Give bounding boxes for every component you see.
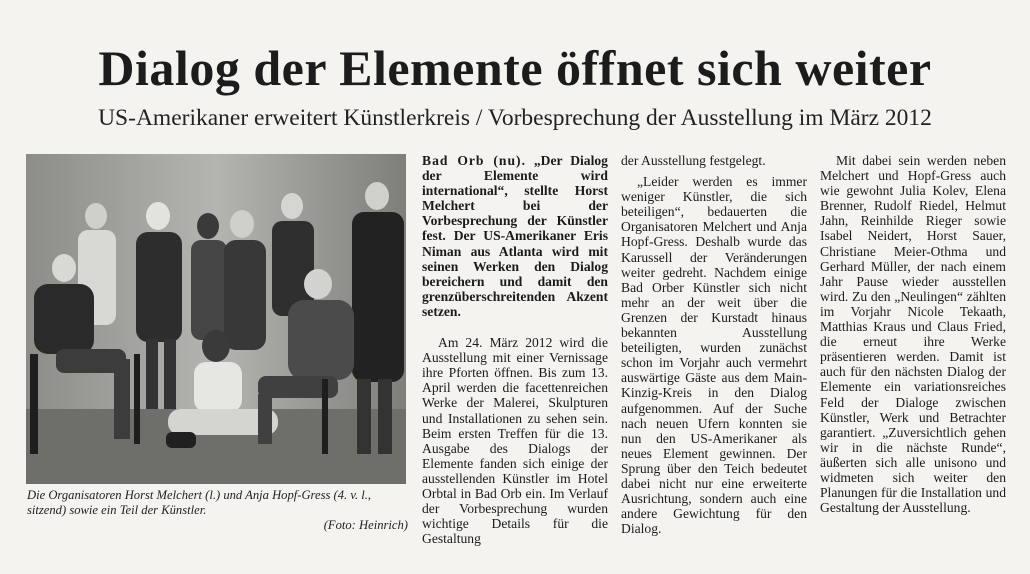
headline: Dialog der Elemente öffnet sich weiter [98,40,932,96]
article-paragraph: der Ausstellung festgelegt. [621,153,766,168]
article-dateline: Bad Orb (nu). [422,153,526,168]
article-lead-text: „Der Dialog der Elemente wird international“, stellte Horst Melchert bei der Vorbesprechung der Künstler fest. Der US-Amerikaner Eris Niman aus Atlanta wird mit seinen Werken den Dialog bereichern und damit den grenzüberschreitenden Akzent setzen. [422,153,608,319]
article-column-2 [621,153,807,537]
article-column-1 [422,153,608,547]
article-lead [422,153,608,319]
photo-credit: (Foto: Heinrich) [323,518,408,532]
article-paragraph: Am 24. März 2012 wird die Ausstellung mit einer Vernissage ihre Pforten öffnen. Bis zum 13. April werden die facettenreichen Werke der Malerei, Skulpturen und Installationen zu sehen sein. Beim ersten Treffen für die 13. Ausgabe des Dialogs der Elemente fanden sich einige der ausstellenden Künstler im Hotel Orbtal in Bad Orb ein. Im Verlauf der Vorbesprechung wurden wichtige Details für die Gestaltung [422,335,608,547]
photo-caption [27,488,408,533]
subheadline: US-Amerikaner erweitert Künstlerkreis / Vorbesprechung der Ausstellung im März 2012 [98,105,932,131]
article-paragraph: „Leider werden es immer weniger Künstler, die sich beteiligen“, bedauerten die Organisatoren Melchert und Anja Hopf-Gress. Deshalb wurde das Karussell der Veränderungen weiter gedreht. Nachdem einige Bad Orber Künstler sich nicht mehr an der weit über die Grenzen der Kurstadt hinaus bekannten Ausstellung beteiligten, wurden zunächst schon im Vorjahr auch vermehrt auswärtige Gäste aus dem Main-Kinzig-Kreis in den Dialog aufgenommen. Auf der Suche nach neuen Ufern konnten sie nun den US-Amerikaner als neues Element gewinnen. Der Sprung über den Teich bedeutet dabei nicht nur eine erweiterte Ausrichtung, sondern auch eine andere Gewichtung für den Dialog. [621,174,807,537]
article-paragraph: Mit dabei sein werden neben Melchert und Hopf-Gress auch wie gewohnt Julia Kolev, Elena Brenner, Rudolf Riedel, Helmut Jahn, Reinhilde Rieger sowie Isabel Neidert, Horst Sauer, Christiane Meier-Othma und Gerhard Müller, der nach einem Jahr Pause wieder ausstellen wird. Zu den „Neulingen“ zählten im Vorjahr Nicole Tekaath, Matthias Kraus und Claus Fried, die erneut ihre Werke präsentieren werden. Damit ist auch für den nächsten Dialog der Elemente ein variationsreiches Feld der Dialoge zwischen Künstler, Werk und Betrachter garantiert. „Zuversichtlich gehen wir in die nächste Runde“, äußerten sich alle unisono und widmeten sich weiter den Planungen für die Installation und Gestaltung der Ausstellung. [820,153,1006,516]
caption-text: Die Organisatoren Horst Melchert (l.) und Anja Hopf-Gress (4. v. l., sitzend) sowie ein Teil der Künstler. [27,488,372,517]
group-photo [26,154,406,484]
article-column-3 [820,153,1006,523]
